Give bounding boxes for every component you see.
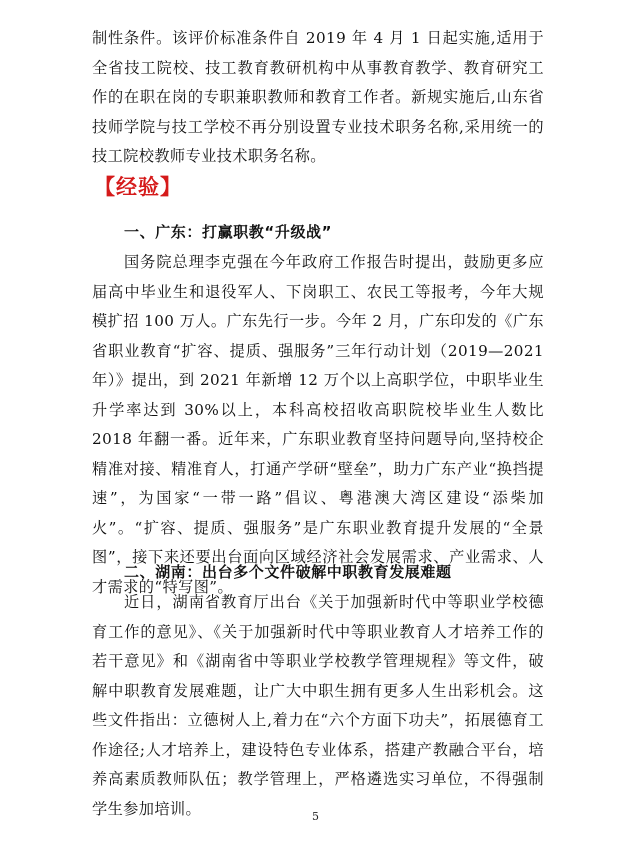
- section-title: 【经验】: [94, 175, 182, 199]
- intro-paragraph: 制性条件。该评价标准条件自 2019 年 4 月 1 日起实施,适用于全省技工院校、技工教育教研机构中从事教育教学、教育研究工作的在职在岗的专职兼职教师和教育工作者。新规实施后,山东省技师学院与技工学校不再分别设置专业技术职务名称,采用统一的技工院校教师专业技术职务名称。: [92, 29, 544, 165]
- heading-hunan: 二、湖南：出台多个文件破解中职教育发展难题: [124, 563, 452, 581]
- paragraph-guangdong: 国务院总理李克强在今年政府工作报告时提出，鼓励更多应届高中毕业生和退役军人、下岗职工、农民工等报考，今年大规模扩招 100 万人。广东先行一步。今年 2 月，广东印发的《广东省职业教育“扩容、提质、强服务”三年行动计划（2019—2021 年）》提出，到 2021 年新增 12 万个以上高职学位，中职毕业生升学率达到 30%以上，本科高校招收高职院校毕业生人数比 2018 年翻一番。近年来，广东职业教育坚持问题导向,坚持校企精准对接、精准育人，打通产学研“壁垒”，助力广东产业“换挡提速”，为国家“一带一路”倡议、粤港澳大湾区建设“添柴加火”。“扩容、提质、强服务”是广东职业教育提升发展的“全景图”，接下来还要出台面向区域经济社会发展需求、产业需求、人才需求的“特写图”。: [92, 253, 544, 596]
- paragraph-hunan: 近日，湖南省教育厅出台《关于加强新时代中等职业学校德育工作的意见》、《关于加强新时代中等职业教育人才培养工作的若干意见》和《湖南省中等职业学校教学管理规程》等文件，破解中职教育发展难题，让广大中职生拥有更多人生出彩机会。这些文件指出：立德树人上,着力在“六个方面下功夫”，拓展德育工作途径;人才培养上，建设特色专业体系，搭建产教融合平台，培养高素质教师队伍；教学管理上，严格遴选实习单位，不得强制学生参加培训。: [92, 593, 544, 818]
- heading-guangdong: 一、广东：打赢职教“升级战”: [124, 223, 333, 241]
- page-number: 5: [312, 810, 319, 823]
